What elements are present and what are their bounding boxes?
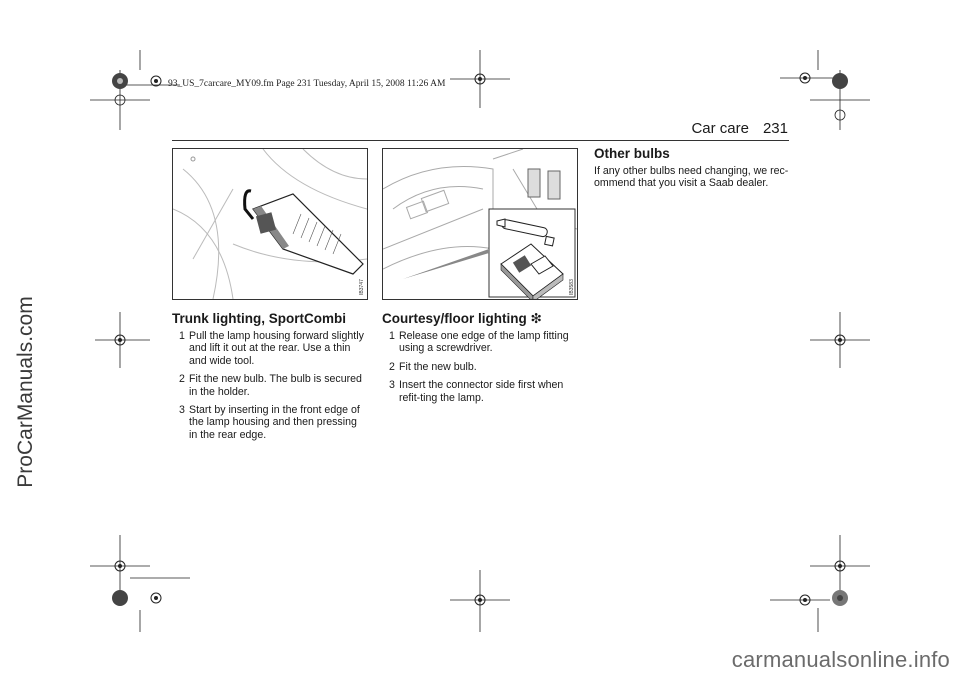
- courtesy-lighting-heading: Courtesy/floor lighting ❇: [382, 311, 542, 326]
- courtesy-lamp-figure: [382, 148, 578, 300]
- figure-code: IB3583: [569, 279, 575, 295]
- courtesy-lighting-steps: [382, 330, 578, 410]
- trunk-lamp-figure: [172, 148, 368, 300]
- side-watermark: ProCarManuals.com: [14, 296, 37, 488]
- page-number: 231: [762, 120, 788, 137]
- list-item: 3 Insert the connector side first when refit-ting the lamp.: [389, 379, 564, 404]
- page-header: [691, 120, 788, 137]
- header-rule: [172, 140, 789, 141]
- list-item: 1 Release one edge of the lamp fitting using a screwdriver.: [389, 330, 569, 355]
- other-bulbs-text: If any other bulbs need changing, we rec-ommend that you visit a Saab dealer.: [594, 165, 789, 190]
- file-header: 93_US_7carcare_MY09.fm Page 231 Tuesday, April 15, 2008 11:26 AM: [168, 79, 446, 89]
- courtesy-lamp-illustration: [383, 149, 577, 299]
- list-item: 2 Fit the new bulb. The bulb is secured in the holder.: [179, 373, 362, 398]
- figure-code: IB3747: [359, 279, 365, 295]
- list-item: 1 Pull the lamp housing forward slightly and lift it out at the rear. Use a thin and wide tool.: [179, 330, 364, 367]
- list-item: 3 Start by inserting in the front edge of the lamp housing and then pressing in the rear edge.: [179, 404, 360, 441]
- trunk-lamp-illustration: [173, 149, 367, 299]
- list-item: 2 Fit the new bulb.: [389, 360, 477, 373]
- bottom-watermark[interactable]: carmanualsonline.info: [731, 647, 950, 672]
- trunk-lighting-steps: [172, 330, 368, 447]
- other-bulbs-heading: Other bulbs: [594, 146, 670, 161]
- section-title-header: Car care: [691, 120, 749, 137]
- trunk-lighting-heading: Trunk lighting, SportCombi: [172, 311, 346, 326]
- snowflake-icon: ❇: [530, 311, 542, 326]
